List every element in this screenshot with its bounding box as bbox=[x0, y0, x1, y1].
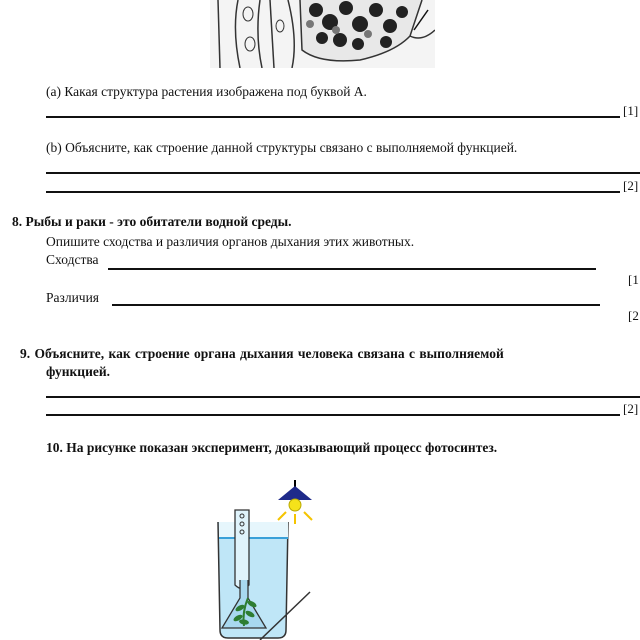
question-7a-text: (a) Какая структура растения изображена под буквой А. bbox=[46, 84, 367, 99]
question-8-title: 8. Рыбы и раки - это обитатели водной среды. bbox=[12, 214, 292, 229]
question-10-title: 10. На рисунке показан эксперимент, доказывающий процесс фотосинтез. bbox=[46, 440, 498, 455]
answer-line[interactable] bbox=[46, 116, 620, 118]
question-9-mark: [2] bbox=[623, 401, 639, 416]
similarities-answer-line[interactable] bbox=[108, 268, 596, 270]
differences-label: Различия bbox=[46, 290, 100, 305]
answer-line[interactable] bbox=[46, 172, 640, 174]
differences-answer-line[interactable] bbox=[112, 304, 600, 306]
answer-line[interactable] bbox=[46, 414, 620, 416]
photosynthesis-experiment-illustration bbox=[200, 480, 340, 640]
differences-mark: [2 bbox=[628, 308, 639, 323]
question-7b-text: (b) Объясните, как строение данной структуры связано с выполняемой функцией. bbox=[46, 140, 518, 155]
question-9-line1: 9. Объясните, как строение органа дыхания человека связана с выполняемой bbox=[20, 346, 504, 361]
plant-tissue-illustration bbox=[210, 0, 435, 68]
question-7a-mark: [1] bbox=[623, 103, 639, 118]
answer-line[interactable] bbox=[46, 191, 620, 193]
question-8-prompt: Опишите сходства и различия органов дыхания этих животных. bbox=[46, 234, 415, 249]
similarities-label: Сходства bbox=[46, 252, 99, 267]
question-7b-mark: [2] bbox=[623, 178, 639, 193]
answer-line[interactable] bbox=[46, 396, 640, 398]
question-9-line2: функцией. bbox=[46, 364, 111, 379]
similarities-mark: [1 bbox=[628, 272, 639, 287]
